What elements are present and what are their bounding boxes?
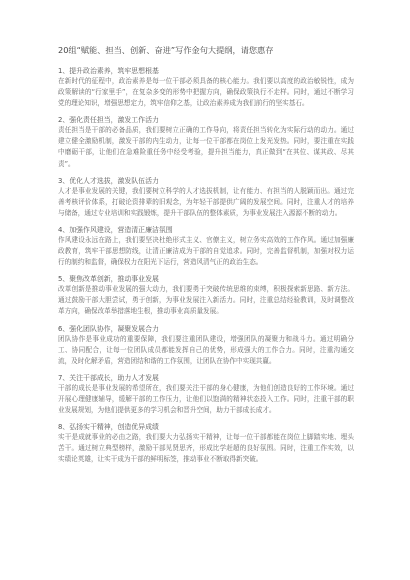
section-7 [58, 373, 354, 416]
section-heading: 3、优化人才选拔，激发队伍活力 [58, 176, 159, 185]
section-body: 团队协作是事业成功的重要保障，我们要注重团队建设，增强团队的凝聚力和战斗力。通过明确分工、协同配合，让每一位团队成员都能发挥自己的优势，形成强大的工作合力。同时，注重沟通交流，及时化解矛盾，营造团结和谐的工作氛围，让团队在协作中实现共赢。 [58, 334, 354, 365]
section-2 [58, 115, 354, 169]
section-body: 实干是成就事业的必由之路，我们要大力弘扬实干精神，让每一位干部都能在岗位上脚踏实地、埋头苦干。通过树立典型榜样，激励干部见贤思齐，形成比学赶超的良好氛围。同时，注重工作实效，以实绩论英雄，让实干成为干部的鲜明标签，推动事业不断取得新突破。 [58, 433, 354, 464]
section-heading: 5、聚焦改革创新，推动事业发展 [58, 275, 159, 284]
section-body: 干部的成长是事业发展的希望所在，我们要关注干部的身心健康，为他们创造良好的工作环境。通过开展心理健康辅导，缓解干部的工作压力，让他们以饱满的精神状态投入工作。同时，注重干部的职业发展规划，为他们提供更多的学习机会和晋升空间，助力干部成长成才。 [58, 383, 354, 414]
section-3 [58, 176, 354, 219]
section-4 [58, 225, 354, 268]
section-body: 作风建设永远在路上，我们要坚决杜绝形式主义、官僚主义，树立务实高效的工作作风。通过加强廉政教育，筑牢干部思想防线，让清正廉洁成为干部的自觉追求。同时，完善监督机制，加强对权力运行的制约和监督，确保权力在阳光下运行，营造风清气正的政治生态。 [58, 235, 354, 267]
section-heading: 1、提升政治素养，筑牢思想根基 [58, 67, 159, 75]
section-heading: 4、加强作风建设，营造清正廉洁氛围 [58, 225, 173, 234]
section-body: 责任担当是干部的必备品质，我们要树立正确的工作导向，将责任担当转化为实际行动的动力。通过建立健全激励机制，激发干部的内生动力，让每一位干部都在岗位上发光发热。同时，要注重在实践中磨砺干部，让他们在急难险重任务中经受考验，提升担当能力，真正做到“在其位、谋其政、尽其责”。 [58, 126, 354, 168]
section-1 [58, 66, 354, 109]
section-5 [58, 274, 354, 317]
section-8 [58, 422, 354, 465]
section-body: 改革创新是推动事业发展的强大动力，我们要勇于突破传统思维的束缚，积极探索新思路、新方法。通过鼓励干部大胆尝试，勇于创新，为事业发展注入新活力。同时，注重总结经验教训，及时调整改革方向，确保改革举措落地生根，推动事业高质量发展。 [58, 285, 354, 316]
section-heading: 2、强化责任担当，激发工作活力 [58, 116, 159, 125]
section-6 [58, 324, 354, 367]
section-heading: 7、关注干部成长，助力人才发展 [58, 373, 159, 382]
section-heading: 6、强化团队协作，凝聚发展合力 [58, 324, 159, 333]
section-body: 在新时代的征程中，政治素养是每一位干部必须具备的核心能力。我们要以高度的政治敏锐性，成为政策解读的“行家里手”，在复杂多变的形势中把握方向，确保政策执行不走样。同时，通过不断学习党的理论知识，增强思想定力，筑牢信仰之基，让政治素养成为我们前行的坚实基石。 [58, 77, 354, 108]
section-body: 人才是事业发展的关键，我们要树立科学的人才选拔机制，让有能力、有担当的人脱颖而出。通过完善考核评价体系，打破论资排辈的旧观念，为年轻干部提供广阔的发展空间。同时，注重人才的培养与储备，通过专业培训和实践锻炼，提升干部队伍的整体素质，为事业发展注入源源不断的动力。 [58, 186, 354, 217]
section-heading: 8、弘扬实干精神，创造优异成绩 [58, 423, 159, 432]
document-title: 20组“赋能、担当、创新、奋进”写作金句大提纲，请您惠存 [58, 45, 274, 55]
